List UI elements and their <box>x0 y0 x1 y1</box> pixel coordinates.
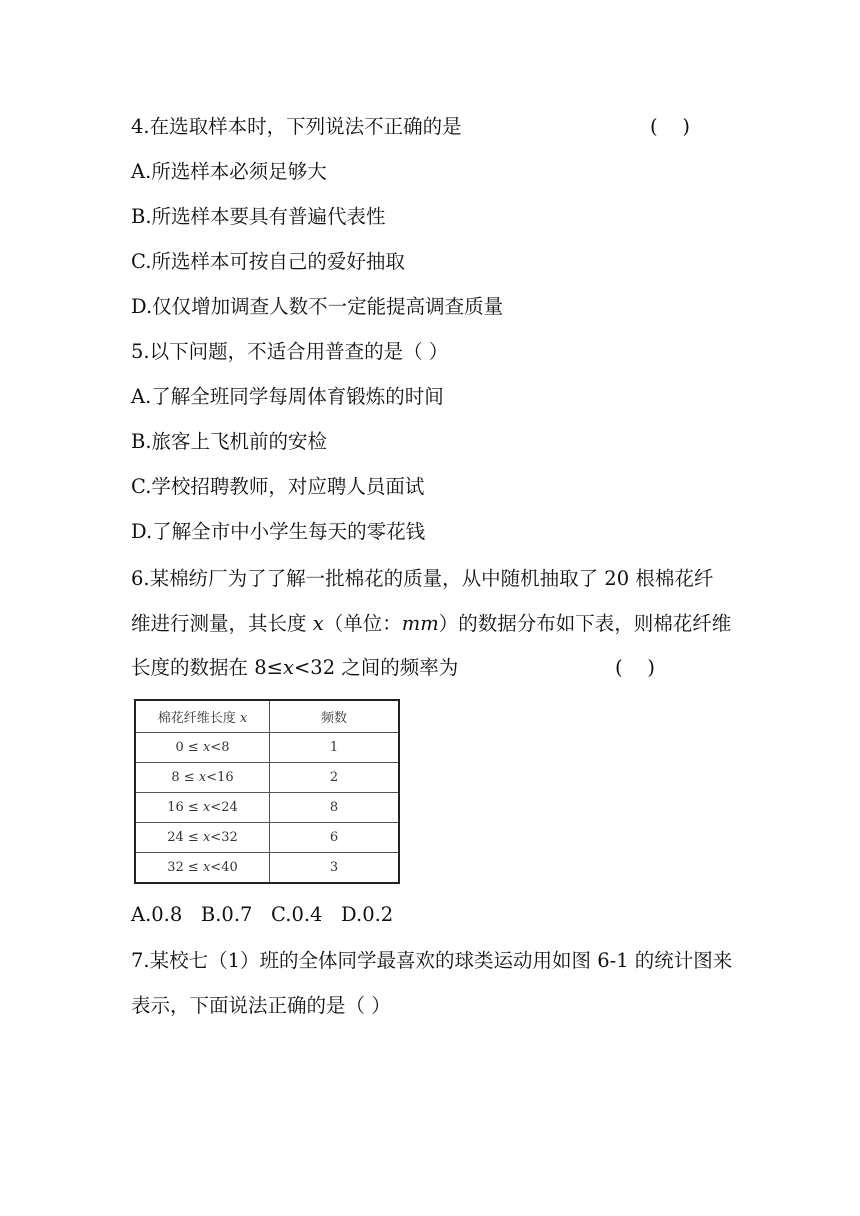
q5-option-d: D.了解全市中小学生每天的零花钱 <box>131 520 426 543</box>
header-var-x: x <box>239 711 248 726</box>
range-low: 16 ≤ <box>167 800 203 815</box>
range-low: 24 ≤ <box>167 830 203 845</box>
range-low: 32 ≤ <box>167 860 203 875</box>
range-cell <box>135 793 270 823</box>
range-high: <32 <box>210 830 238 845</box>
range-low: 0 ≤ <box>175 740 203 755</box>
q5-option-a: A.了解全班同学每周体育锻炼的时间 <box>131 385 444 408</box>
q6-text: ）的数据分布如下表，则棉花纤维 <box>438 612 732 635</box>
range-var: x <box>202 860 211 875</box>
q6-var-x: x <box>312 612 324 635</box>
frequency-table <box>134 699 400 884</box>
range-cell <box>135 763 270 793</box>
q5-stem: 5.以下问题，不适合用普查的是（ ） <box>131 340 449 363</box>
range-var: x <box>202 740 211 755</box>
q6-text: <32 之间的频率为 <box>293 656 459 679</box>
q7-stem-line1: 7.某校七（1）班的全体同学最喜欢的球类运动用如图 6-1 的统计图来 <box>131 949 733 972</box>
table-row <box>135 733 399 763</box>
frequency-cell: 8 <box>270 793 400 823</box>
table-row <box>135 823 399 853</box>
table-row <box>135 853 399 884</box>
q6-var-x: x <box>282 656 294 679</box>
range-high: <16 <box>206 770 234 785</box>
q4-answer-bracket: ( ) <box>650 115 691 138</box>
table-row <box>135 763 399 793</box>
range-var: x <box>198 770 207 785</box>
q6-stem-line1: 6.某棉纺厂为了了解一批棉花的质量，从中随机抽取了 20 根棉花纤 <box>131 567 714 590</box>
table-header-row <box>135 700 399 733</box>
q6-stem-line3 <box>131 655 458 681</box>
q6-answer-bracket: ( ) <box>615 656 656 679</box>
range-var: x <box>202 830 211 845</box>
range-high: <8 <box>210 740 230 755</box>
q5-option-c: C.学校招聘教师，对应聘人员面试 <box>131 475 425 498</box>
q4-stem: 4.在选取样本时，下列说法不正确的是 <box>131 115 462 138</box>
q4-option-c: C.所选样本可按自己的爱好抽取 <box>131 250 405 273</box>
q4-option-a: A.所选样本必须足够大 <box>131 160 327 183</box>
range-high: <24 <box>210 800 238 815</box>
frequency-cell: 3 <box>270 853 400 884</box>
frequency-cell: 2 <box>270 763 400 793</box>
range-low: 8 ≤ <box>171 770 199 785</box>
q6-text: 长度的数据在 8≤ <box>131 656 283 679</box>
q4-option-d: D.仅仅增加调查人数不一定能提高调查质量 <box>131 295 504 318</box>
range-var: x <box>202 800 211 815</box>
frequency-cell: 6 <box>270 823 400 853</box>
q5-option-b: B.旅客上飞机前的安检 <box>131 430 328 453</box>
range-cell <box>135 733 270 763</box>
header-frequency: 频数 <box>270 700 400 733</box>
q6-text: 维进行测量，其长度 <box>131 612 313 635</box>
q6-text: （单位： <box>323 612 402 635</box>
q6-unit-mm: mm <box>401 612 439 635</box>
q7-stem-line2: 表示，下面说法正确的是（ ） <box>131 994 391 1017</box>
range-high: <40 <box>210 860 238 875</box>
header-length <box>135 700 270 733</box>
frequency-cell: 1 <box>270 733 400 763</box>
q4-option-b: B.所选样本要具有普遍代表性 <box>131 205 386 228</box>
header-length-label: 棉花纤维长度 <box>157 711 240 726</box>
q6-options: A.0.8 B.0.7 C.0.4 D.0.2 <box>131 903 394 926</box>
table-row <box>135 793 399 823</box>
range-cell <box>135 853 270 884</box>
range-cell <box>135 823 270 853</box>
q6-stem-line2 <box>131 611 731 637</box>
